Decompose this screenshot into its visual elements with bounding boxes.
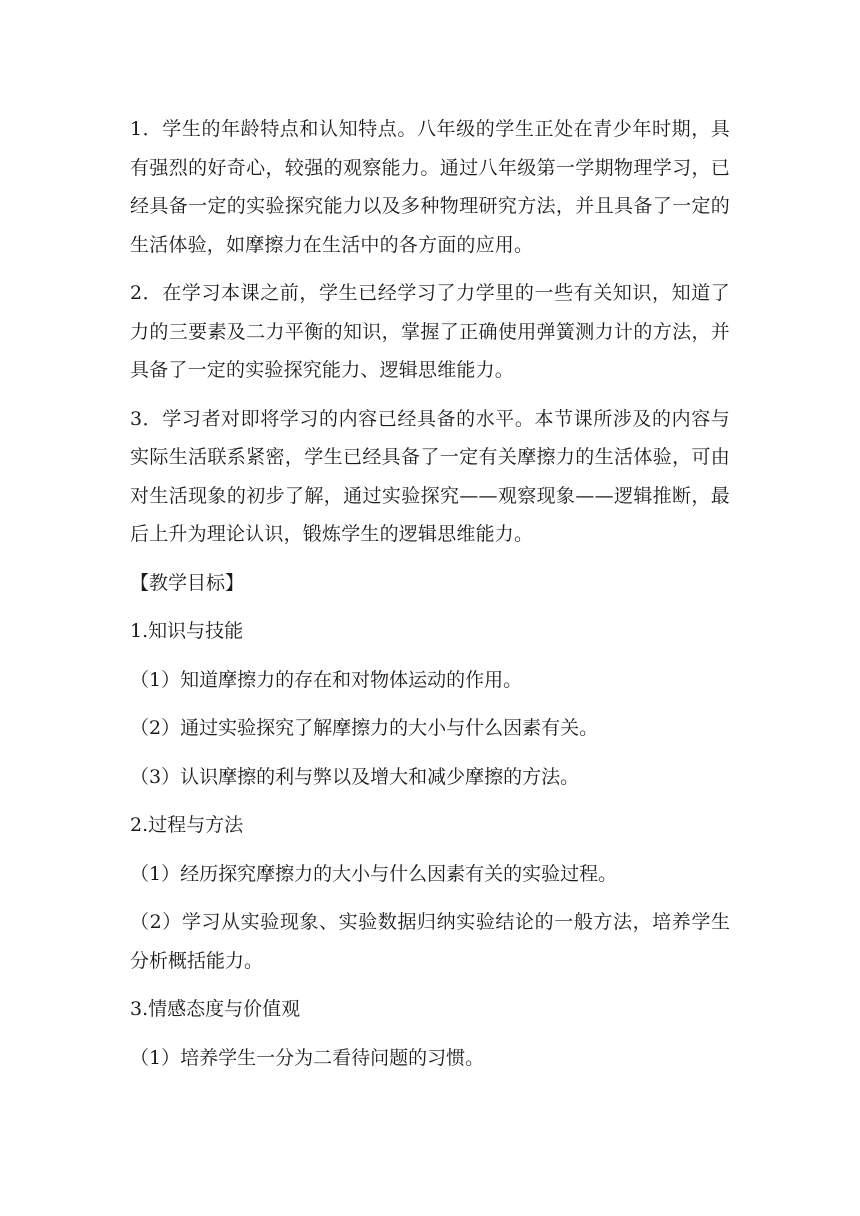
attitude-values-heading: 3.情感态度与价值观 [130,998,301,1020]
paragraph-gap [130,748,730,758]
paragraph-prior-knowledge: 2．在学习本课之前，学生已经学习了力学里的一些有关知识，知道了力的三要素及二力平衡的知识，掌握了正确使用弹簧测力计的方法，并具备了一定的实验探究能力、逻辑思维能力。 [130,282,730,381]
paragraph-gap [130,893,730,903]
paragraph-gap [130,264,730,274]
knowledge-item: （2）通过实验探究了解摩擦力的大小与什么因素有关。 [130,717,599,739]
attitude-item: （1）培养学生一分为二看待问题的习惯。 [130,1046,485,1069]
paragraph-gap [130,845,730,855]
knowledge-item: （1）知道摩擦力的存在和对物体运动的作用。 [130,668,523,691]
paragraph-gap [130,1029,730,1039]
process-item: （2）学习从实验现象、实验数据归纳实验结论的一般方法，培养学生分析概括能力。 [130,911,730,972]
process-item: （1）经历探究摩擦力的大小与什么因素有关的实验过程。 [130,862,618,885]
knowledge-skills-heading: 1.知识与技能 [130,620,244,642]
paragraph-learner-level: 3．学习者对即将学习的内容已经具备的水平。本节课所涉及的内容与实际生活联系紧密，学生已经具备了一定有关摩擦力的生活体验，可由对生活现象的初步了解，通过实验探究——观察现象——逻辑推断，最后上升为理论认识，锻炼学生的逻辑思维能力。 [130,407,730,545]
paragraph-gap [130,390,730,400]
document-body [130,110,730,1077]
paragraph-age-characteristics: 1．学生的年龄特点和认知特点。八年级的学生正处在青少年时期，具有强烈的好奇心，较强的观察能力。通过八年级第一学期物理学习，已经具备一定的实验探究能力以及多种物理研究方法，并且具备了一定的生活体验，如摩擦力在生活中的各方面的应用。 [130,118,730,256]
process-method-heading: 2.过程与方法 [130,814,244,836]
paragraph-gap [130,699,730,709]
paragraph-gap [130,651,730,661]
teaching-goals-heading: 【教学目标】 [130,571,245,594]
knowledge-item: （3）认识摩擦的利与弊以及增大和减少摩擦的方法。 [130,765,580,788]
paragraph-gap [130,602,730,612]
paragraph-gap [130,796,730,806]
paragraph-gap [130,980,730,990]
paragraph-gap [130,554,730,564]
